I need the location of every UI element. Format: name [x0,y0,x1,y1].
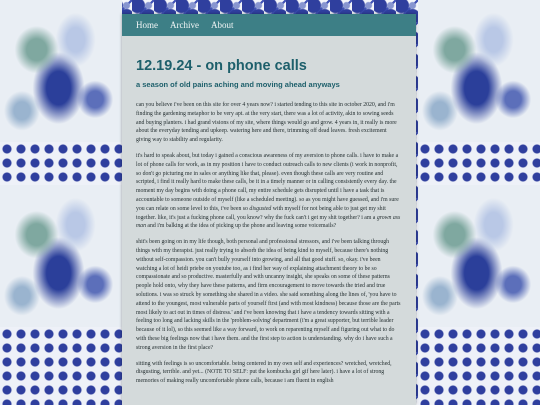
floral-decoration [0,0,122,142]
dot-band-decoration [418,142,540,185]
post-subtitle: a season of old pains aching and moving ahead anyways [136,80,340,89]
post-title: 12.19.24 - on phone calls [136,58,307,74]
top-nav [122,14,416,36]
dot-band-decoration [0,142,122,185]
page-container [122,14,416,405]
post-content [122,36,416,386]
post-paragraph: can you believe i've been on this site for over 4 years now? i started tending to this site in october 2020, and i'm finding the gardening metaphor to be very apt. at the very start, there was a lot of activity, akin to sowing seeds and buying planters. i had grand visions of my site, where things would go and grow. 4 years in, it really is more about the everyday tending and upkeep. watering here and there, trimming off dead leaves. fresh excitement giving way to stability and regularity. [136,102,397,144]
nav-home-link[interactable]: Home [136,20,158,30]
text-run: and i'm balking at the idea of picking up the phone and leaving some voicemails? [145,223,337,230]
post-paragraph [136,152,402,231]
right-background-pattern [418,0,540,405]
post-paragraph: shit's been going on in my life though, both personal and professional stressors, and i've been talking through things with my therapist. just really trying to absorb the idea of being kind to myself, because there's nothing without self-compassion. you can't bully yourself into growing, and all that good stuff. so, okay. i've been watching a lot of heidi priebe on youtube too, as i find her way of explaining attachment theory to be so compassionate and so productive. masterfully and with uncanny insight, she speaks on some of these patterns people hold onto, why they have these patterns, and firm encouragement to move towards the tried and true solutions. i was so struck by something she shared in a video. she said something along the lines of, 'you have to attend to the youngest, most vulnerable parts of yourself first (and with most kindness) because those are the parts most likely to act out in times of distress.' and i've been knowing that i have a tendency towards sitting with a feeling too long and lacking skills in the 'problem-solving' department (i'm a great supporter, but terrible leader because of it lol), so this seemed like a way forward, to work on reparenting myself and figuring out what to do with these big feelings now that i have them. and the first step to action is understanding. why do i have such a strong aversion in the first place? [136,239,401,351]
emphasis-text: grown ass man [136,214,401,230]
floral-decoration [0,185,122,327]
text-run: with myself for not being able to just get my shit together. like, it's just a fucking phone call, you know? why the fuck can't i get my shit together? i am a [136,205,386,221]
floral-decoration [418,185,540,327]
dot-band-decoration [0,327,122,405]
emphasis-text: disgusted [249,205,272,212]
text-run: it's hard to speak about, but today i gained a conscious awareness of my aversion to phone calls. i have to make a lot of phone calls for work, as in my position i have to conduct outreach calls to new clients (i work in nonprofit, so don't go picturing me in sales or anything like that, please). even though these calls are very routine and scripted, i find it really hard to make these calls, be it in a timely manner or in calling consistently every day. the moment my day begins with doing a phone call, my entire schedule gets disrupted until i have a task that is accountable to someone outside of myself (like a scheduled meeting). so as you might have guessed, and i'm sure you can relate on some level to this, i've been so [136,152,399,212]
nav-about-link[interactable]: About [211,20,234,30]
floral-decoration [418,0,540,142]
post-paragraph: sitting with feelings is so uncomfortable. being centered in my own self and experiences? wretched, wretched, disgusting, terrible. and yet... (NOTE TO SELF: put the kombucha girl gif here later). i have a lot of strong memories of making really uncomfortable phone calls, because i am fluent in english [136,360,392,385]
nav-archive-link[interactable]: Archive [170,20,199,30]
dot-band-decoration [418,327,540,405]
left-background-pattern [0,0,122,405]
